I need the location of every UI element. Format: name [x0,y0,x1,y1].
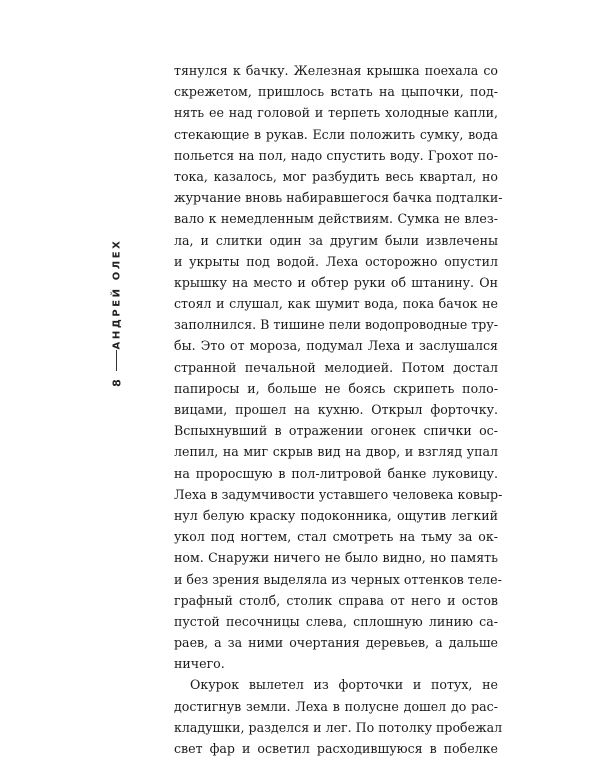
paragraph [174,674,503,759]
text-line: ном. Снаружи ничего не было видно, но память [174,550,498,566]
text-line: и укрыты под водой. Леха осторожно опустил [174,253,498,269]
text-line: нять ее над головой и терпеть холодные капли, [174,105,498,121]
text-line: скрежетом, пришлось встать на цыпочки, под- [174,84,498,100]
text-line: раев, а за ними очертания деревьев, а дальше [174,635,498,651]
text-line: Окурок вылетел из форточки и потух, не [190,677,498,693]
text-line: ничего. [174,656,225,672]
text-line: нул белую краску подоконника, ощутив легкий [174,507,498,523]
margin-divider [116,350,117,371]
text-line: свет фар и осветил расходившуюся в побелке [174,741,498,756]
text-line: странной печальной мелодией. Потом достал [174,359,498,375]
text-line: стоял и слушал, как шумит вода, пока бачок не [174,296,498,312]
text-line: бы. Это от мороза, подумал Леха и заслушался [174,338,498,354]
text-line: лепил, на миг скрыв вид на двор, и взгляд упал [174,444,498,460]
body-text [174,60,503,759]
text-line: польется на пол, надо спустить воду. Грохот по- [174,147,498,163]
text-line: заполнился. В тишине пели водопроводные тру- [174,317,499,333]
text-line: достигнув земли. Леха в полусне дошел до рас- [174,698,498,714]
text-line: Вспыхнувший в отражении огонек спички ос- [174,423,498,439]
text-line: стекающие в рукав. Если положить сумку, вода [174,126,498,142]
text-line: папиросы и, больше не боясь скрипеть поло- [174,380,498,396]
page-number: 8 [110,379,124,387]
text-line: Леха в задумчивости уставшего человека ковыр- [174,486,503,502]
text-line: на проросшую в пол-литровой банке луковицу. [174,465,498,481]
text-line: кладушки, разделся и лег. По потолку пробежал [174,719,503,735]
side-margin [96,232,138,392]
text-line: журчание вновь набиравшегося бачка подталки- [174,190,503,206]
text-line: графный столб, столик справа от него и остов [174,592,498,608]
text-line: крышку на место и обтер руки об штанину. Он [174,274,498,290]
text-line: вало к немедленным действиям. Сумка не влез- [174,211,498,227]
running-head-author: АНДРЕЙ ОЛЕХ [111,238,123,350]
text-line: тянулся к бачку. Железная крышка поехала со [174,63,498,78]
paragraph [174,60,503,674]
text-line: вицами, прошел на кухню. Открыл форточку. [174,402,498,417]
text-line: и без зрения выделяла из черных оттенков теле- [174,571,502,587]
text-line: пустой песочницы слева, сплошную линию са- [174,613,498,629]
text-line: укол под ногтем, стал смотреть на тьму за ок- [174,529,498,545]
text-line: тока, казалось, мог разбудить весь квартал, но [174,168,498,184]
text-line: ла, и слитки один за другим были извлечены [174,232,498,248]
